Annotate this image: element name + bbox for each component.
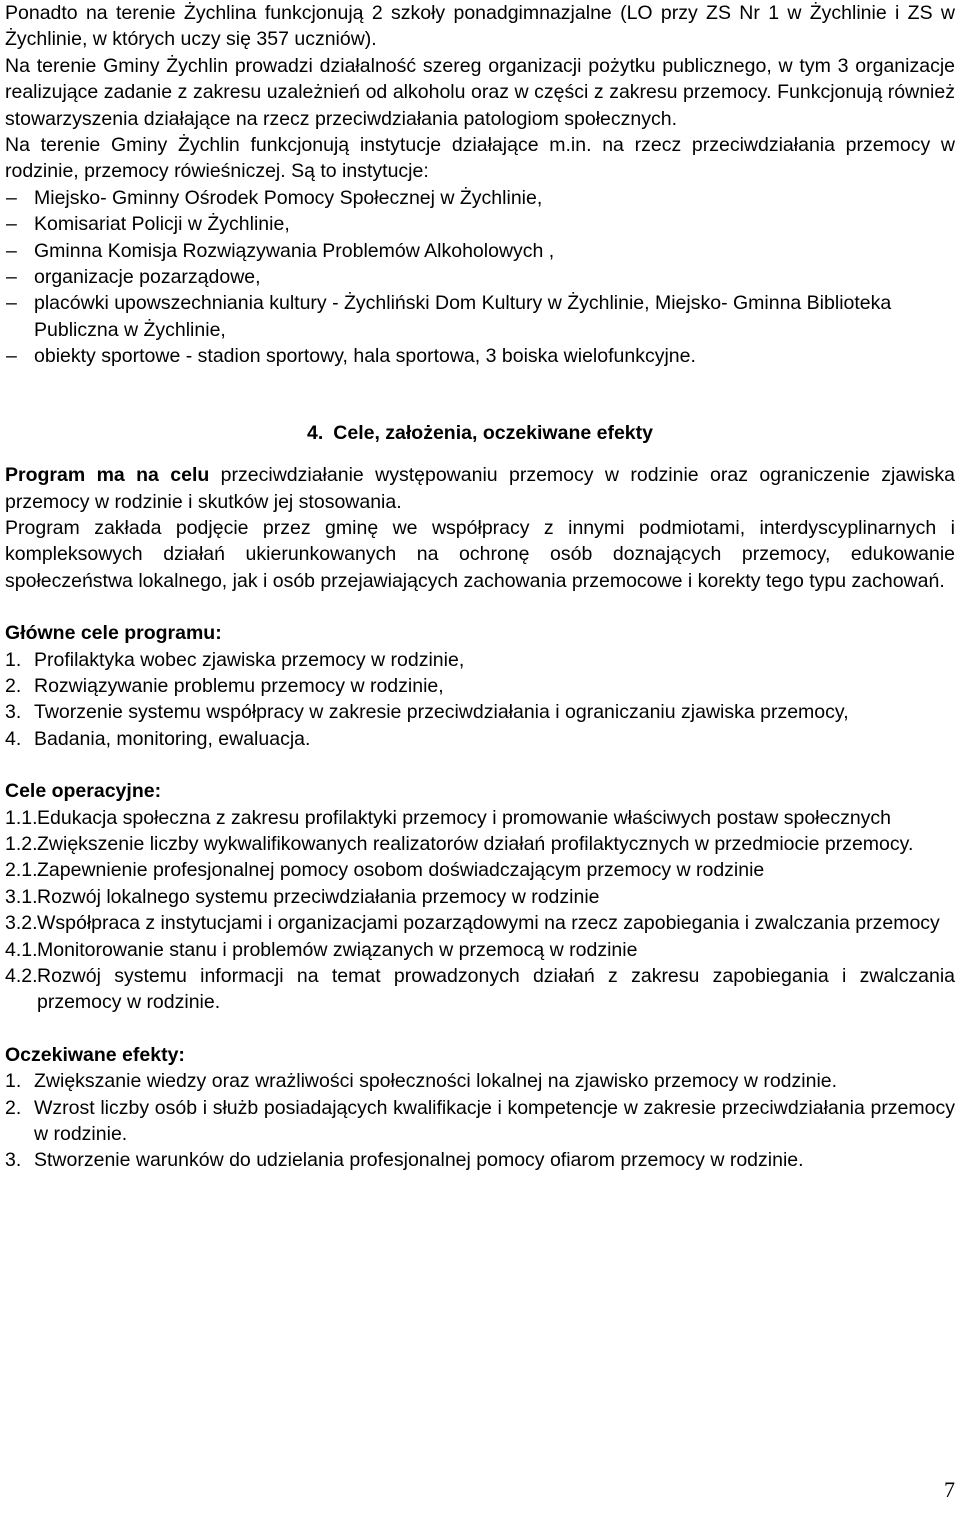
operational-goals-list [5, 805, 955, 1016]
section-heading [5, 420, 955, 446]
page-number: 7 [944, 1477, 955, 1502]
intro-paragraph-organizations: Na terenie Gminy Żychlin prowadzi działalność szereg organizacji pożytku publicznego, w tym 3 organizacje realizujące zadanie z zakresu uzależnień od alkoholu oraz w części z zakresu przemocy. Funkcjonują również stowarzyszenia działające na rzecz przeciwdziałania patologiom społecznych. [5, 54, 955, 130]
list-item: – Gminna Komisja Rozwiązywania Problemów Alkoholowych , [5, 238, 955, 264]
dash-bullet-icon: – [6, 239, 17, 262]
dash-bullet-icon: – [6, 292, 17, 315]
list-item: 4.1. Monitorowanie stanu i problemów związanych w przemocą w rodzinie [5, 938, 638, 961]
dash-bullet-icon: – [6, 345, 17, 368]
list-item: 4. Badania, monitoring, ewaluacja. [5, 727, 311, 750]
section-title: Cele, założenia, oczekiwane efekty [333, 421, 653, 444]
list-item: 2.1. Zapewnienie profesjonalnej pomocy osobom doświadczającym przemocy w rodzinie [5, 859, 765, 882]
list-item: – Miejsko- Gminny Ośrodek Pomocy Społecznej w Żychlinie, [5, 185, 955, 211]
list-item: – organizacje pozarządowe, [5, 264, 955, 290]
program-aim-text: przeciwdziałanie występowaniu przemocy w rodzinie oraz ograniczenie zjawiska przemocy w rodzinie i skutków jej stosowania. [5, 464, 955, 513]
list-item: – obiekty sportowe - stadion sportowy, hala sportowa, 3 boiska wielofunkcyjne. [5, 343, 955, 369]
dash-bullet-icon: – [6, 266, 17, 289]
list-item: 3.1. Rozwój lokalnego systemu przeciwdziałania przemocy w rodzinie [5, 885, 600, 908]
list-item: 1. Profilaktyka wobec zjawiska przemocy w rodzinie, [5, 648, 465, 671]
list-item: 3.2. Współpraca z instytucjami i organizacjami pozarządowymi na rzecz zapobiegania i zwalczania przemocy [5, 912, 940, 935]
program-assumption-paragraph: Program zakłada podjęcie przez gminę we współpracy z innymi podmiotami, interdyscyplinarnych i kompleksowych działań ukierunkowanych na ochronę osób doznających przemocy, edukowanie społeczeństwa lokalnego, jak i osób przejawiających zachowania przemocowe i korekty tego typu zachowań. [5, 516, 955, 592]
document-page [5, 0, 955, 1174]
list-item: 1. Zwiększanie wiedzy oraz wrażliwości społeczności lokalnej na zjawisko przemocy w rodzinie. [5, 1070, 838, 1093]
list-item: – placówki upowszechniania kultury - Żychliński Dom Kultury w Żychlinie, Miejsko- Gminna Biblioteka Publiczna w Żychlinie, [6, 292, 892, 341]
expected-effects-list [5, 1068, 955, 1174]
section-number: 4. [307, 421, 324, 444]
main-goals-list [5, 647, 955, 753]
list-item: – Komisariat Policji w Żychlinie, [5, 211, 955, 237]
dash-bullet-icon: – [6, 186, 17, 209]
intro-paragraph-institutions: Na terenie Gminy Żychlin funkcjonują instytucje działające m.in. na rzecz przeciwdziałania przemocy w rodzinie, przemocy rówieśniczej. Są to instytucje: [5, 134, 955, 183]
dash-bullet-icon: – [6, 213, 17, 236]
intro-paragraph-schools: Ponadto na terenie Żychlina funkcjonują 2 szkoły ponadgimnazjalne (LO przy ZS Nr 1 w Żychlinie i ZS w Żychlinie, w których uczy się 357 uczniów). [5, 2, 955, 51]
institutions-list [5, 185, 955, 370]
list-item: 1.1. Edukacja społeczna z zakresu profilaktyki przemocy i promowanie właściwych postaw społecznych [5, 806, 892, 829]
main-goals-heading: Główne cele programu: [5, 622, 222, 645]
list-item: 1.2. Zwiększenie liczby wykwalifikowanych realizatorów działań profilaktycznych w przedmiocie przemocy. [5, 832, 914, 855]
operational-goals-heading: Cele operacyjne: [5, 780, 162, 803]
list-item: 4.2. Rozwój systemu informacji na temat prowadzonych działań z zakresu zapobiegania i zwalczania przemocy w rodzinie. [5, 965, 955, 1014]
list-item: 2. Wzrost liczby osób i służb posiadających kwalifikacje i kompetencje w zakresie przeciwdziałania przemocy w rodzinie. [5, 1096, 955, 1146]
expected-effects-heading: Oczekiwane efekty: [5, 1043, 185, 1066]
list-item: 3. Tworzenie systemu współpracy w zakresie przeciwdziałania i ograniczaniu zjawiska przemocy, [5, 701, 849, 724]
program-aim-lead: Program ma na celu [5, 464, 210, 487]
list-item: 2. Rozwiązywanie problemu przemocy w rodzinie, [5, 674, 444, 697]
list-item: 3. Stworzenie warunków do udzielania profesjonalnej pomocy ofiarom przemocy w rodzinie. [5, 1149, 804, 1172]
program-aim-paragraph [5, 462, 955, 515]
